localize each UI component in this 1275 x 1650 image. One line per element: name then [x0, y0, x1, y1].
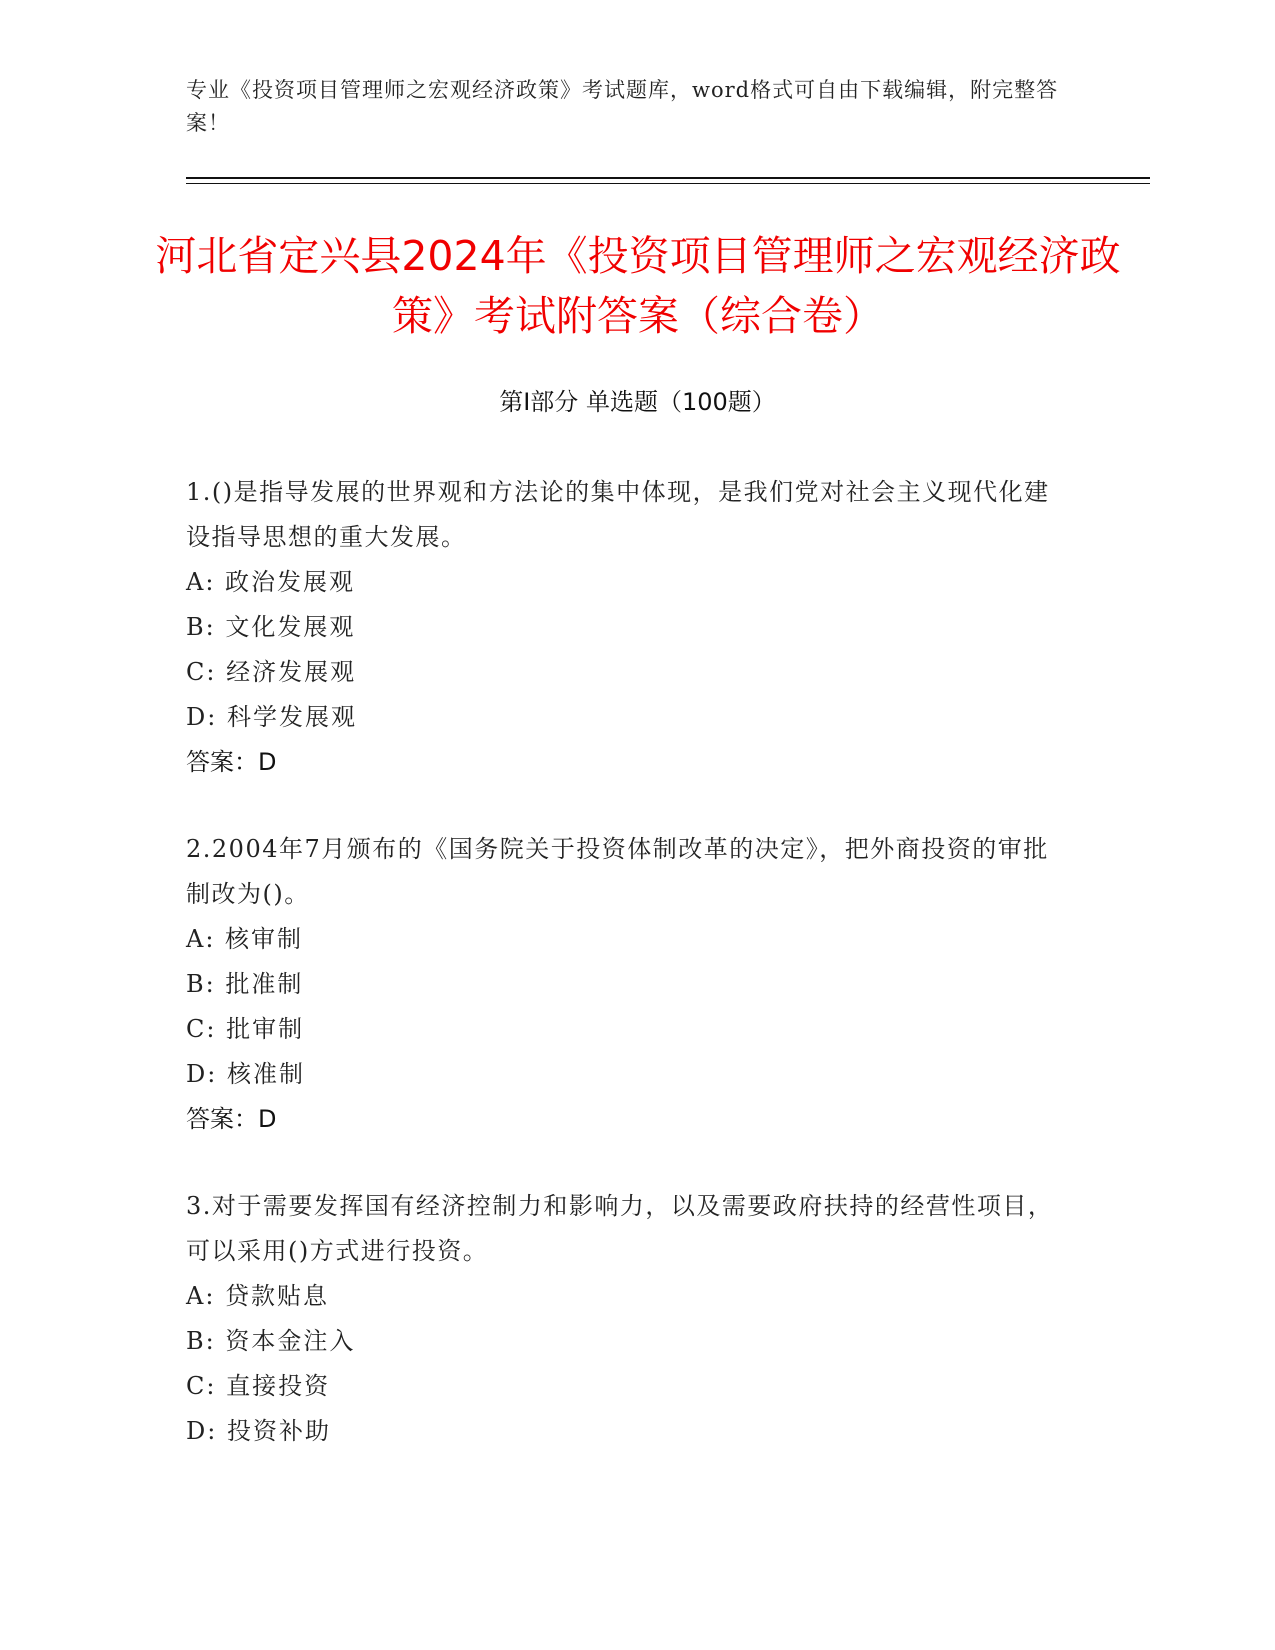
option-b: B: 批准制 — [186, 970, 304, 998]
option-a: A: 政治发展观 — [186, 568, 356, 596]
question-3 — [186, 1184, 1066, 1454]
option-d: D: 科学发展观 — [186, 703, 357, 731]
option-c: C: 经济发展观 — [186, 658, 357, 686]
question-2 — [186, 827, 1066, 1142]
question-stem: 1.()是指导发展的世界观和方法论的集中体现，是我们党对社会主义现代化建设指导思想的重大发展。 — [186, 478, 1050, 551]
question-1 — [186, 470, 1066, 785]
option-d: D: 核准制 — [186, 1060, 305, 1088]
option-b: B: 资本金注入 — [186, 1327, 356, 1355]
option-c: C: 直接投资 — [186, 1372, 331, 1400]
section-heading: 第Ⅰ部分 单选题（100题） — [499, 388, 776, 416]
header-rule-thin — [186, 183, 1150, 184]
question-stem: 3.对于需要发挥国有经济控制力和影响力，以及需要政府扶持的经营性项目，可以采用()方式进行投资。 — [186, 1192, 1054, 1265]
header-rule-thick — [186, 177, 1150, 179]
option-d: D: 投资补助 — [186, 1417, 331, 1445]
option-c: C: 批审制 — [186, 1015, 305, 1043]
option-a: A: 贷款贴息 — [186, 1282, 330, 1310]
document-title: 河北省定兴县2024年《投资项目管理师之宏观经济政策》考试附答案（综合卷） — [155, 232, 1121, 340]
header-note: 专业《投资项目管理师之宏观经济政策》考试题库，word格式可自由下载编辑，附完整答案！ — [186, 78, 1059, 135]
option-a: A: 核审制 — [186, 925, 304, 953]
answer-line: 答案：D — [186, 1105, 277, 1133]
answer-line: 答案：D — [186, 748, 277, 776]
question-stem: 2.2004年7月颁布的《国务院关于投资体制改革的决定》，把外商投资的审批制改为()。 — [186, 835, 1049, 908]
question-list — [186, 470, 1066, 1496]
option-b: B: 文化发展观 — [186, 613, 356, 641]
